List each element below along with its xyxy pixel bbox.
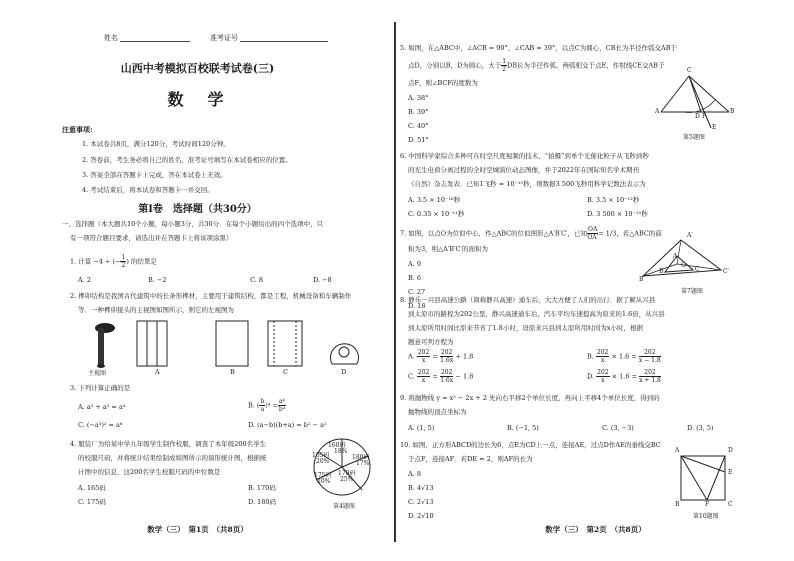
pie-label-180: 180码 [352, 454, 370, 461]
q4-stem: 4. 服装厂为给某中学九年级学生制作校服，调查了本年级200名学生 [70, 440, 267, 448]
q6-stem: 《自然》杂志发表．已知1飞秒 = 10⁻¹⁵秒，则数据3 500飞秒用科学记数法表示为 [408, 180, 646, 188]
note-item: 3. 答案全部在答题卡上完成，答在本试卷上无效。 [82, 171, 227, 179]
q7-option-b[interactable]: B. 6 [408, 274, 422, 282]
q7-point-b: B [659, 268, 664, 275]
q4-option-b[interactable]: B. 170码 [248, 484, 276, 492]
q5-point-d: D [695, 113, 700, 120]
note-item: 1. 本试卷共8页，满分120分，考试时间120分钟。 [82, 140, 230, 148]
q2-option-c[interactable]: C [283, 368, 288, 376]
q5-option-a[interactable]: A. 38° [408, 94, 429, 102]
pie-pct-180: 17% [356, 460, 370, 467]
q6-option-b[interactable]: B. 3.5 × 10⁻¹²秒 [587, 196, 640, 204]
q9-option-c[interactable]: C. (3, −3) [602, 424, 634, 432]
q2-figures [70, 316, 370, 376]
q4-stem: 计图中的信息，这200名学生校服尺码的中位数是 [78, 468, 221, 476]
q7-point-c: C [695, 266, 700, 273]
pie-pct-160: 18% [334, 448, 348, 455]
notes-heading: 注意事项: [62, 125, 93, 134]
q8-stem: 题意可列方程为 [408, 338, 454, 346]
q7-option-a[interactable]: A. 9 [408, 260, 421, 268]
right-page-footer: 数学（三） 第2页 （共8页） [545, 525, 646, 534]
q6-stem: 的光生电荷分离过程的全时空城演位动态图像，并于2022年在国际知名学术期刊 [408, 166, 640, 174]
q7-stem: 7. 如图，以点O为位似中心，作△ABC的位似图形△A′B′C′，已知 $\frac{OA}{OA'}$ = 1/3，若△ABC的面 [400, 226, 662, 241]
q8-option-b[interactable]: B. $\frac{202}{x}$ × 1.6 = $\frac{202}{x - 1.8}$ [587, 349, 661, 364]
q5-stem: 点D，分别以B，D为圆心，大于 $\frac{1}{2}$ DB长为半径作弧，两弧相交于点E，作射线CE交AB于 [408, 58, 665, 73]
q9-option-d[interactable]: D. (3, 5) [687, 424, 714, 432]
q6-option-d[interactable]: D. 3 500 × 10⁻¹⁵秒 [587, 210, 648, 218]
q3-stem: 3. 下列计算正确的是 [70, 384, 131, 392]
q5-option-c[interactable]: C. 40° [408, 122, 429, 130]
subject-title: 数 学 [167, 90, 228, 109]
q7-stem: 积为3，则△A′B′C′的面积为 [408, 245, 489, 253]
pie-pct-175: 20% [317, 478, 331, 485]
q10-fig-caption: 第10题图 [693, 513, 719, 520]
q7-option-d[interactable]: D. 18 [408, 302, 426, 310]
q8-option-a[interactable]: A. $\frac{202}{x}$ = $\frac{202}{1.6x}$ + 1.8 [408, 349, 474, 364]
q4-fig-caption: 第4题图 [333, 503, 355, 510]
q7-point-o: O [681, 262, 686, 269]
q3-option-d[interactable]: D. (a−b)(b+a) = b² − a² [248, 421, 327, 429]
q1-stem: 1. 计算 −4 ÷ (− $\frac{1}{2}$ ) 的结果是 [70, 254, 157, 269]
pie-label-165: 165码 [312, 452, 330, 459]
note-item: 4. 考试结束后，将本试卷和答题卡一并交回。 [82, 186, 214, 194]
page-divider [394, 22, 396, 542]
q7-point-c-prime: C′ [723, 268, 729, 275]
q9-option-b[interactable]: B. (−1, 5) [507, 424, 539, 432]
q10-point-f: F [705, 501, 710, 508]
name-line [120, 33, 190, 42]
q10-point-e: E [728, 469, 733, 476]
q1-option-c[interactable]: C. 8 [250, 276, 264, 284]
q7-point-a-prime: A′ [687, 232, 693, 239]
q5-stem: 5. 如图，在△ABC中，∠ACB = 90°，∠CAB = 39°，以点C为圆心，CB长为半径作弧交AB于 [400, 44, 678, 52]
q10-option-b[interactable]: B. 4√13 [408, 484, 434, 492]
q10-point-c: C [728, 501, 733, 508]
q10-point-d: D [728, 447, 733, 454]
q1-option-d[interactable]: D. −8 [313, 276, 332, 284]
q2-option-c-figure[interactable] [268, 321, 302, 366]
q5-option-b[interactable]: B. 39° [408, 108, 429, 116]
left-page-footer: 数学（三） 第1页 （共8页） [147, 525, 248, 534]
q2-main-view-label: 主视图 [88, 370, 107, 377]
q2-stem: 等．一种榫卯接头的主视图如图所示，则它的左视图为 [78, 306, 234, 314]
q6-option-a[interactable]: A. 3.5 × 10⁻¹⁶秒 [408, 196, 461, 204]
section-instruction: 一、选择题（本大题共10个小题，每小题3分，共30分．在每个小题给出的四个选项中，只 [62, 220, 324, 228]
q10-point-a: A [675, 447, 680, 454]
note-item: 2. 答卷前，考生务必将自己的姓名、准考证号填写在本试卷相应的位置。 [82, 156, 292, 164]
q7-fig-caption: 第7题图 [681, 288, 703, 295]
exam-title: 山西中考模拟百校联考试卷(三) [120, 62, 275, 75]
q1-fraction: $\frac{1}{2}$ [121, 254, 126, 269]
q8-stem: 到太原所用时间比原来节省了1.8小时，设原来兴县到太原所用时间为x小时，根据 [408, 324, 644, 332]
pie-label-160: 160码 [328, 442, 346, 449]
q4-stem: 的校服尺码，并将统计结果绘制成如图所示的扇形统计图，根据统 [78, 454, 267, 462]
q2-option-d[interactable]: D [341, 368, 347, 376]
q5-option-d[interactable]: D. 51° [408, 136, 429, 144]
q8-option-c[interactable]: C. $\frac{202}{x}$ = $\frac{202}{1.6x}$ − 1.8 [408, 369, 474, 384]
q10-point-b: B [675, 501, 680, 508]
q8-stem: 8. 静乐一兴县高速公路（简称静兴高速）通车后，大大方便了人们的出行．据了解从兴县 [400, 296, 656, 304]
q3-option-c[interactable]: C. (−a³)² = a⁶ [78, 421, 123, 429]
q2-main-view-figure [95, 323, 115, 368]
q10-option-a[interactable]: A. 8 [408, 470, 421, 478]
q5-point-b: B [730, 108, 735, 115]
q5-point-e: E [712, 124, 717, 131]
q2-option-a-figure[interactable] [137, 321, 167, 366]
q2-option-d-figure[interactable] [331, 344, 359, 364]
q5-stem: 点F，则∠BCF的度数为 [408, 79, 478, 87]
q3-option-b[interactable]: B. ( $\frac{b}{a}$ )⁴ = $\frac{\text{a⁴}}{\text{b⁴}}$ [248, 398, 286, 413]
q8-stem: 到太原市的路程为202公里，静兴高速通车后，汽车平均车速提高为原来的1.6倍，从兴县 [408, 310, 665, 318]
q7-point-a: A [673, 253, 678, 260]
q5-point-a: A [655, 108, 660, 115]
q1-option-b[interactable]: B. −2 [148, 276, 167, 284]
q10-stem: 于点F，连接AF．若DE = 2，则AF的长为 [408, 455, 533, 463]
q4-option-a[interactable]: A. 165码 [78, 484, 106, 492]
name-label: 姓名 [104, 34, 118, 42]
right-page [397, 0, 794, 561]
left-page [0, 0, 395, 561]
q6-option-c[interactable]: C. 0.35 × 10⁻¹¹秒 [408, 210, 465, 218]
q5-point-c: C [687, 67, 692, 74]
q10-stem: 10. 如图，正方形ABCD的边长为6，点E为CD上一点，连接AE，过点D作AE的垂线交BC [400, 441, 661, 449]
section-instruction: 有一项符合题目要求，请选出并在答题卡上将该项涂黑） [70, 234, 233, 242]
q2-option-b[interactable]: B [230, 368, 235, 376]
q6-stem: 6. 中国科学家综合多种可在时空尺度视频的技术，“拍摄”到单个光催化粒子从飞秒到秒 [400, 152, 649, 160]
pie-label-170: 170码 [338, 470, 356, 477]
q10-option-c[interactable]: C. 2√13 [408, 498, 434, 506]
exam-no-line [240, 33, 328, 42]
exam-no-label: 准考证号 [210, 34, 238, 42]
pie-label-175: 175码 [314, 472, 332, 479]
q9-stem: 抛物线的顶点坐标为 [408, 408, 467, 416]
section-title: 第Ⅰ卷 选择题（共30分） [138, 204, 257, 215]
q4-option-d[interactable]: D. 180码 [248, 498, 277, 506]
pie-pct-170: 25% [340, 476, 354, 483]
q2-option-a[interactable]: A [155, 368, 160, 376]
q5-fig-caption: 第5题图 [683, 134, 705, 141]
q9-stem: 9. 将抛物线 y = x² − 2x + 2 先向右平移2个单位长度，再向上平移4个单位长度，得到的 [400, 394, 660, 402]
q8-option-d[interactable]: D. $\frac{202}{x}$ × 1.6 = $\frac{202}{x + 1.8}$ [587, 369, 661, 384]
q7-option-c[interactable]: C. 27 [408, 288, 426, 296]
q2-option-b-figure[interactable] [216, 321, 248, 366]
q7-point-b-prime: B′ [639, 276, 645, 283]
q9-option-a[interactable]: A. (1, 5) [408, 424, 435, 432]
q10-option-d[interactable]: D. 2√10 [408, 512, 434, 520]
q4-option-c[interactable]: C. 175码 [78, 498, 106, 506]
q5-point-f: F [702, 113, 707, 120]
pie-pct-165: 20% [316, 458, 330, 465]
q1-option-a[interactable]: A. 2 [78, 276, 91, 284]
q2-stem: 2. 榫卯结构是我国古代建筑中的长条形榫材，主要用于建筑结构，都是工程，机械设备和车辆制作 [70, 292, 352, 300]
q3-option-a[interactable]: A. a² + a² = a⁴ [78, 403, 126, 411]
